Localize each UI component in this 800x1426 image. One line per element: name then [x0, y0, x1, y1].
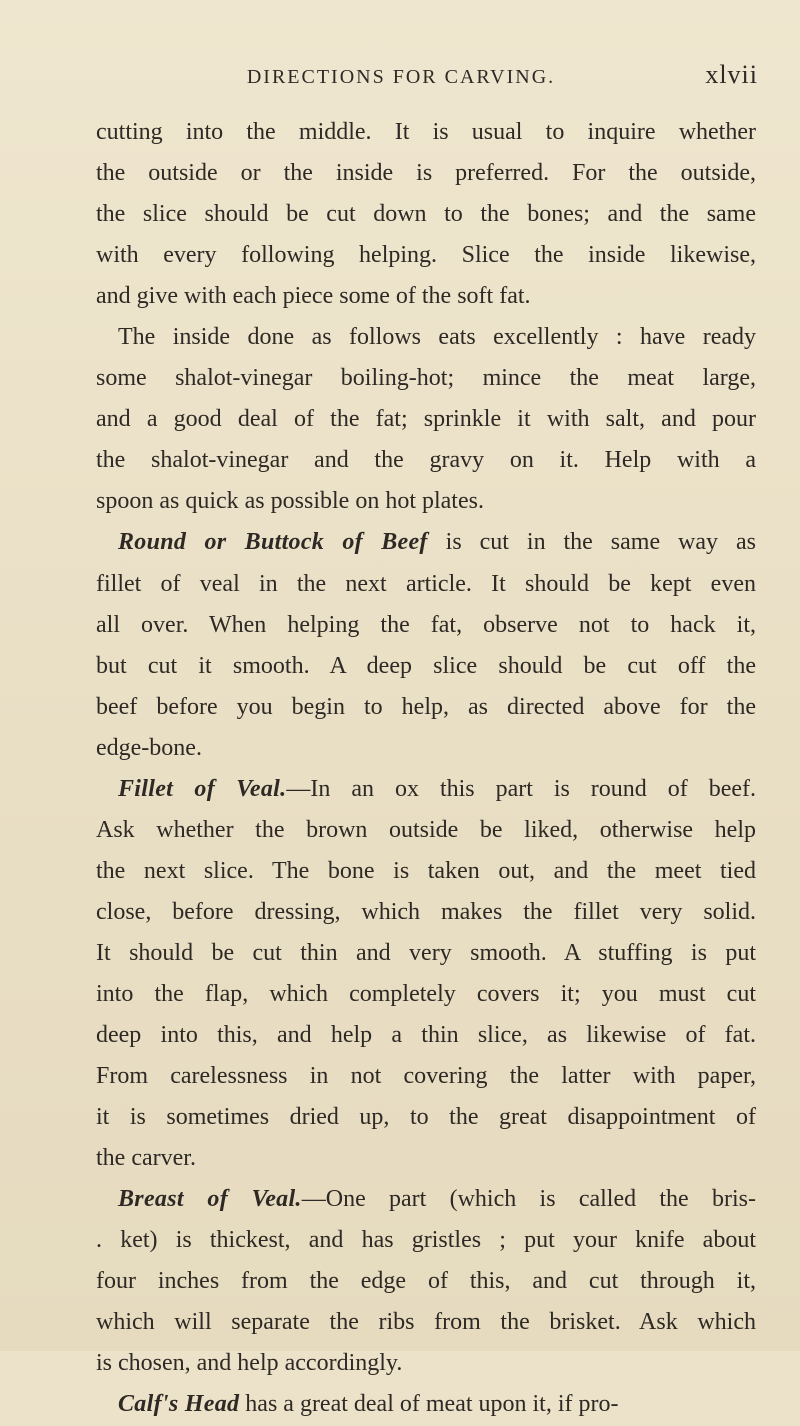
text-run: cutting into the middle. It is usual to inquire whether	[96, 119, 756, 145]
article-heading: Calf's Head	[118, 1391, 240, 1418]
text-run: and give with each piece some of the soft fat.	[96, 283, 531, 310]
text-run: which will separate the ribs from the brisket. Ask which	[96, 1309, 756, 1336]
text-run: it is sometimes dried up, to the great disappointment of	[96, 1104, 756, 1131]
text-run: beef before you begin to help, as directed above for the	[96, 693, 756, 720]
page-header	[96, 60, 776, 100]
text-line	[96, 276, 756, 317]
text-line	[96, 1220, 756, 1261]
text-run: the next slice. The bone is taken out, and the meet tied	[96, 857, 756, 884]
text-run: all over. When helping the fat, observe not to hack it,	[96, 611, 756, 638]
text-line	[96, 440, 756, 481]
text-line	[96, 153, 756, 194]
text-line	[96, 646, 756, 687]
text-run: the carver.	[96, 1145, 196, 1172]
text-line	[96, 1138, 756, 1179]
text-line	[96, 974, 756, 1015]
text-line	[96, 728, 756, 769]
text-run: and a good deal of the fat; sprinkle it with salt, and pour	[96, 406, 756, 433]
text-line	[96, 399, 756, 440]
text-line	[96, 1261, 756, 1302]
text-run: edge-bone.	[96, 734, 202, 761]
text-line	[96, 317, 756, 358]
text-line	[96, 235, 756, 276]
text-run: but cut it smooth. A deep slice should be cut off the	[96, 652, 756, 679]
text-run: some shalot-vinegar boiling-hot; mince the meat large,	[96, 365, 756, 392]
page-number: xlvii	[705, 60, 758, 89]
text-line	[96, 564, 756, 605]
body-text	[96, 112, 756, 1426]
text-run: . ket) is thickest, and has gristles ; put your knife about	[96, 1227, 756, 1254]
text-line	[96, 358, 756, 399]
text-line	[96, 810, 756, 851]
text-run: is cut in the same way as	[427, 529, 756, 556]
text-line	[96, 1056, 756, 1097]
text-run: The inside done as follows eats excellently : have ready	[118, 324, 756, 351]
text-run: with every following helping. Slice the inside likewise,	[96, 242, 756, 269]
text-run: fillet of veal in the next article. It should be kept even	[96, 570, 756, 597]
text-line	[96, 1097, 756, 1138]
text-run: spoon as quick as possible on hot plates.	[96, 488, 484, 515]
text-line	[96, 1015, 756, 1056]
text-run: —One part (which is called the bris-	[301, 1186, 756, 1213]
text-line	[96, 481, 756, 522]
article-heading: Breast of Veal.	[118, 1186, 302, 1213]
text-run: It should be cut thin and very smooth. A stuffing is put	[96, 939, 756, 966]
text-line	[96, 769, 756, 810]
running-head: DIRECTIONS FOR CARVING.	[246, 66, 556, 88]
text-run: Ask whether the brown outside be liked, otherwise help	[96, 816, 756, 843]
text-line	[96, 851, 756, 892]
article-heading: Fillet of Veal.	[118, 775, 287, 802]
text-run: close, before dressing, which makes the fillet very solid.	[96, 898, 756, 925]
text-run: deep into this, and help a thin slice, as likewise of fat.	[96, 1022, 756, 1049]
text-line	[96, 112, 756, 153]
text-line	[96, 605, 756, 646]
text-line	[96, 687, 756, 728]
text-run: is chosen, and help accordingly.	[96, 1350, 403, 1377]
text-line	[96, 1179, 756, 1220]
text-run: four inches from the edge of this, and cut through it,	[96, 1268, 756, 1295]
text-line	[96, 522, 756, 563]
text-run: into the flap, which completely covers it; you must cut	[96, 980, 756, 1007]
text-line	[96, 1384, 756, 1425]
text-line	[96, 892, 756, 933]
text-run: has a great deal of meat upon it, if pro-	[239, 1391, 619, 1418]
text-line	[96, 933, 756, 974]
text-run: —In an ox this part is round of beef.	[286, 775, 757, 802]
text-line	[96, 1302, 756, 1343]
text-run: the shalot-vinegar and the gravy on it. Help with a	[96, 447, 756, 474]
text-run: the outside or the inside is preferred. For the outside,	[96, 160, 756, 187]
text-line	[96, 194, 756, 235]
text-run: From carelessness in not covering the latter with paper,	[96, 1063, 756, 1090]
text-line	[96, 1343, 756, 1384]
text-run: the slice should be cut down to the bones; and the same	[96, 201, 756, 228]
article-heading: Round or Buttock of Beef	[118, 529, 428, 556]
